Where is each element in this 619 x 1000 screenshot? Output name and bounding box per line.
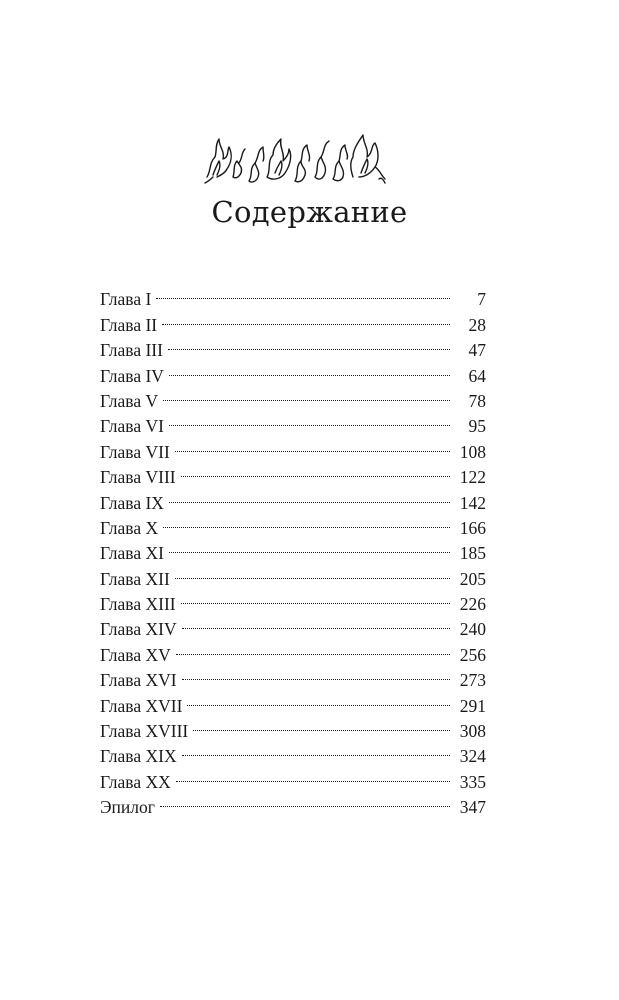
dot-leader bbox=[162, 305, 450, 330]
toc-entry-page-number: 240 bbox=[459, 619, 486, 640]
dot-leader bbox=[182, 661, 450, 686]
dot-leader bbox=[182, 610, 450, 635]
toc-entry-page-number: 122 bbox=[459, 467, 486, 488]
toc-entry-label: Глава XVII bbox=[100, 695, 183, 716]
toc-entry-page-number: 226 bbox=[459, 594, 486, 615]
toc-entry-label: Глава XX bbox=[100, 771, 171, 792]
toc-entry-label: Глава XV bbox=[100, 644, 171, 665]
dot-leader bbox=[160, 788, 450, 813]
dot-leader bbox=[181, 585, 450, 610]
dot-leader bbox=[175, 559, 450, 584]
toc-entry-label: Глава XI bbox=[100, 543, 164, 564]
toc-entry-label: Глава XIV bbox=[100, 619, 177, 640]
toc-entry-page-number: 185 bbox=[459, 543, 486, 564]
dot-leader bbox=[168, 331, 450, 356]
dot-leader bbox=[163, 382, 450, 407]
toc-entry-label: Глава VII bbox=[100, 441, 170, 462]
table-of-contents bbox=[100, 280, 486, 818]
toc-entry-page-number: 7 bbox=[477, 289, 486, 310]
toc-entry-page-number: 64 bbox=[468, 365, 486, 386]
toc-entry-label: Глава II bbox=[100, 314, 158, 335]
toc-entry[interactable] bbox=[100, 305, 486, 335]
dot-leader bbox=[163, 509, 450, 534]
dot-leader bbox=[169, 483, 450, 508]
dot-leader bbox=[175, 432, 450, 457]
toc-entry-page-number: 347 bbox=[459, 797, 486, 818]
toc-entry-label: Глава XIII bbox=[100, 594, 176, 615]
toc-entry-label: Глава XVIII bbox=[100, 721, 189, 742]
dot-leader bbox=[182, 737, 450, 762]
dot-leader bbox=[176, 635, 450, 660]
toc-entry[interactable] bbox=[100, 280, 486, 310]
toc-entry-label: Глава VI bbox=[100, 416, 164, 437]
dot-leader bbox=[169, 407, 450, 432]
toc-entry-page-number: 166 bbox=[459, 517, 486, 538]
dot-leader bbox=[181, 458, 450, 483]
toc-entry-page-number: 95 bbox=[468, 416, 486, 437]
toc-entry-page-number: 256 bbox=[459, 644, 486, 665]
toc-entry-page-number: 142 bbox=[459, 492, 486, 513]
toc-entry-label: Глава VIII bbox=[100, 467, 176, 488]
toc-entry-page-number: 28 bbox=[468, 314, 486, 335]
dot-leader bbox=[187, 686, 450, 711]
toc-entry-page-number: 47 bbox=[468, 340, 486, 361]
toc-entry-label: Глава III bbox=[100, 340, 163, 361]
toc-entry-label: Глава IX bbox=[100, 492, 164, 513]
toc-entry-page-number: 291 bbox=[459, 695, 486, 716]
toc-entry-label: Глава XII bbox=[100, 568, 170, 589]
toc-entry-page-number: 273 bbox=[459, 670, 486, 691]
toc-entry-page-number: 308 bbox=[459, 721, 486, 742]
toc-entry-page-number: 108 bbox=[459, 441, 486, 462]
flames-ornament-icon bbox=[203, 127, 387, 187]
dot-leader bbox=[176, 762, 450, 787]
toc-entry-label: Глава XVI bbox=[100, 670, 177, 691]
toc-entry-label: Глава V bbox=[100, 390, 159, 411]
toc-entry-label: Глава I bbox=[100, 289, 152, 310]
dot-leader bbox=[156, 280, 450, 305]
page-title: Содержание bbox=[211, 195, 408, 229]
toc-entry-label: Глава XIX bbox=[100, 746, 177, 767]
toc-entry-page-number: 324 bbox=[459, 746, 486, 767]
dot-leader bbox=[169, 356, 450, 381]
toc-entry-label: Эпилог bbox=[100, 797, 155, 818]
toc-entry-page-number: 335 bbox=[459, 771, 486, 792]
dot-leader bbox=[193, 712, 450, 737]
toc-entry-label: Глава IV bbox=[100, 365, 164, 386]
toc-entry-label: Глава X bbox=[100, 517, 159, 538]
toc-entry-page-number: 205 bbox=[459, 568, 486, 589]
dot-leader bbox=[169, 534, 450, 559]
toc-entry-page-number: 78 bbox=[468, 390, 486, 411]
